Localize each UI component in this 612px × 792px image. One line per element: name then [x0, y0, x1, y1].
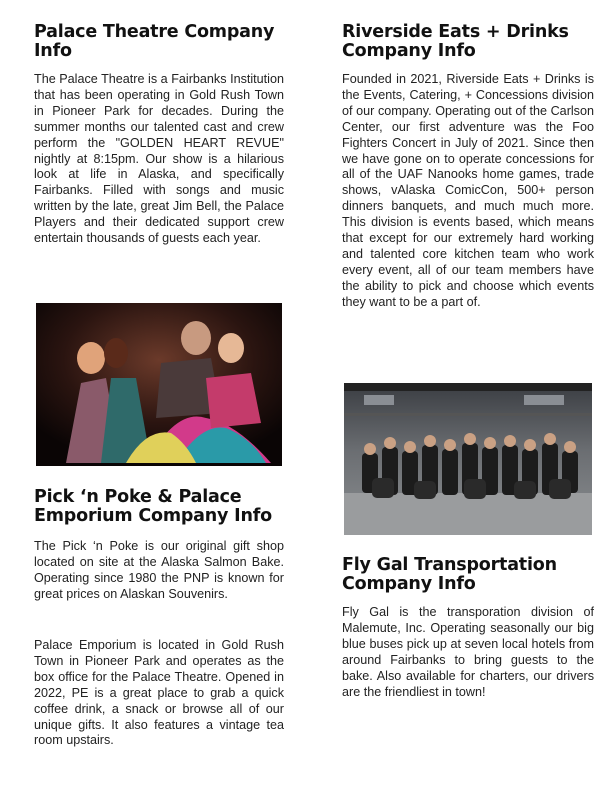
palace-theatre-paragraph: The Palace Theatre is a Fairbanks Institution that has been operating in Gold Rush Town in Pioneer Park for decades. During the summer months our talented cast and crew perform the "GOLDEN HEART REVUE" nightly at 8:15pm. Our show is a hilarious look at life in Alaska, and specifically Fairbanks. Filled with songs and music written by the late, great Jim Bell, the Palace Players and their dedicated support crew entertain thousands of guests each year. — [34, 72, 284, 246]
palace-players-photo — [36, 303, 282, 466]
pick-n-poke-heading-line2: Emporium Company Info — [34, 506, 272, 526]
fly-gal-heading-line2: Company Info — [342, 574, 476, 594]
riverside-heading — [342, 23, 594, 61]
pick-n-poke-heading — [34, 488, 284, 526]
palace-heading-line1: Palace Theatre Company — [34, 22, 275, 42]
palace-emporium-paragraph: Palace Emporium is located in Gold Rush Town in Pioneer Park and operates as the box office for the Palace Theatre. Opened in 2022, PE is a great place to grab a quick coffee drink, a snack or browse all of our unique gifts. It also features a vintage tea room upstairs. — [34, 638, 284, 748]
riverside-heading-line2: Company Info — [342, 41, 476, 61]
pick-n-poke-paragraph: The Pick ‘n Poke is our original gift shop located on site at the Alaska Salmon Bake. Operating since 1980 the PNP is known for great prices on Alaskan Souvenirs. — [34, 539, 284, 601]
riverside-heading-line1: Riverside Eats + Drinks — [342, 22, 569, 42]
fly-gal-paragraph: Fly Gal is the transporation division of Malemute, Inc. Operating seasonally our big blue buses pick up at seven local hotels from around Fairbanks to bring guests to the bake. Also available for charters, our drivers are the friendliest in town! — [342, 605, 594, 699]
palace-theatre-heading — [34, 23, 284, 61]
palace-heading-line2: Info — [34, 41, 72, 61]
riverside-team-photo — [344, 383, 592, 535]
pick-n-poke-heading-line1: Pick ‘n Poke & Palace — [34, 487, 242, 507]
riverside-paragraph: Founded in 2021, Riverside Eats + Drinks is the Events, Catering, + Concessions division of our company. Operating out of the Carlson Center, our first adventure was the Foo Fighters Concert in July of 2021. Since then we have gone on to operate concessions for all of the UAF Nanooks home games, trade shows, vAlaska ComicCon, 500+ person dinners banquets, and much much more. This division is events based, which means that except for our extremely hard working and talented core kitchen team who work every event, all of our team members have the ability to pick and choose which events they want to be a part of. — [342, 72, 594, 309]
fly-gal-heading — [342, 556, 594, 594]
fly-gal-heading-line1: Fly Gal Transportation — [342, 555, 557, 575]
